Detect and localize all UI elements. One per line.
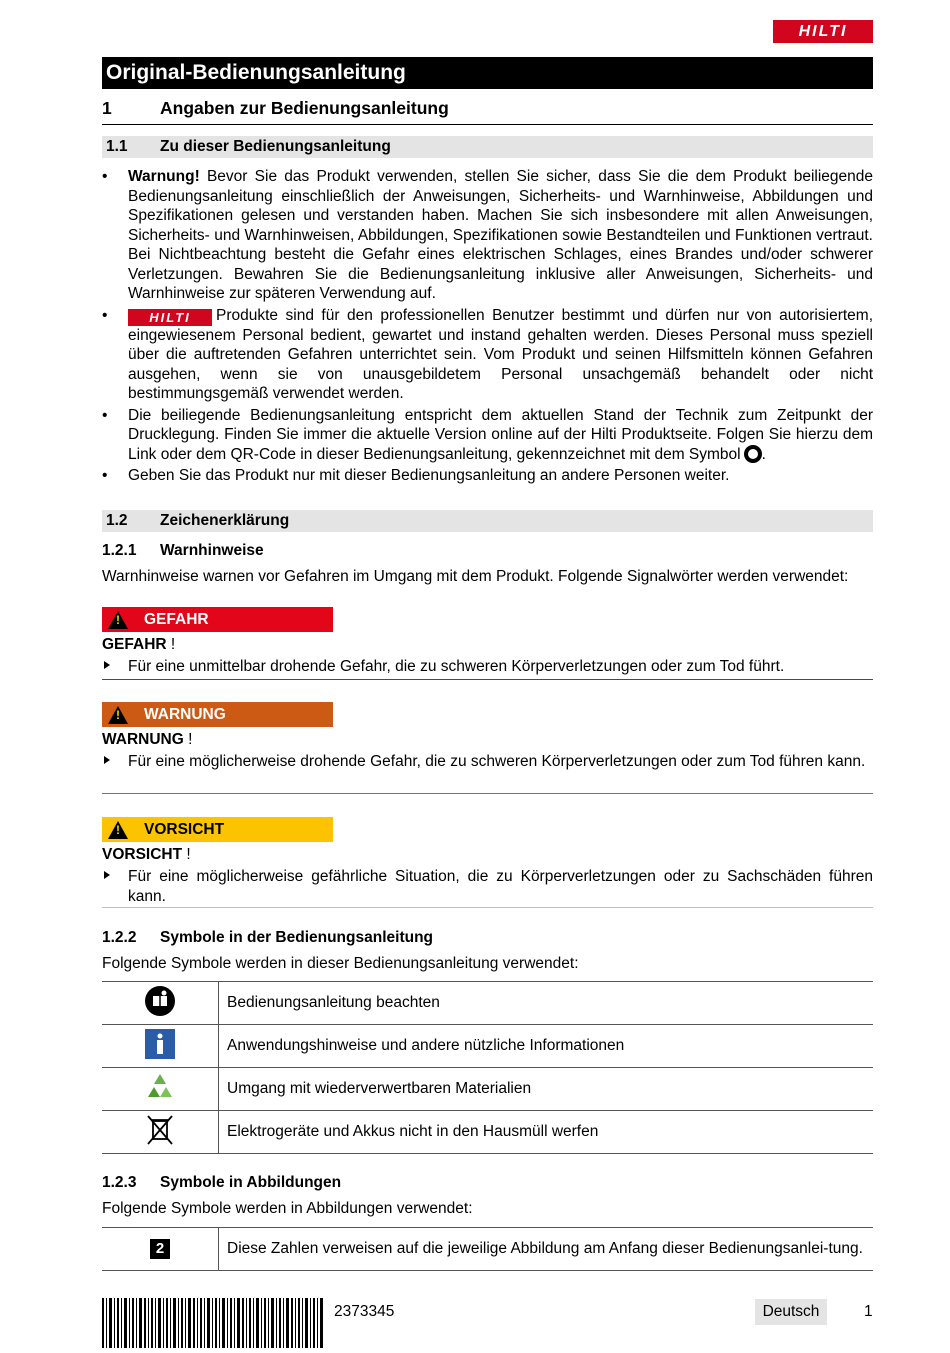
- symbols-intro: Folgende Symbole werden in dieser Bedienungsanleitung verwendet:: [102, 955, 579, 972]
- recycle-icon: [144, 1071, 176, 1103]
- page-number: 1: [864, 1303, 873, 1320]
- warning-triangle-icon: [108, 611, 128, 629]
- symbol-description: Anwendungshinweise und andere nützliche Informationen: [219, 1025, 874, 1068]
- divider: [102, 679, 873, 680]
- list-item: • Warnung! Bevor Sie das Produkt verwenden, stellen Sie sicher, dass Sie die dem Produkt beiliegende Bedienungsanleitung einschließlich der Anweisungen, Sicherheits- und Warnhinweise, Abbildungen und Spezifikationen gelesen und verstanden haben. Machen Sie sich insbesondere mit allen Anweisungen, Sicherheits- und Warnhinweisen, Abbildungen, Spezifikationen sowie Bestandteilen und Funktionen vertraut. Bei Nichtbeachtung besteht die Gefahr eines elektrischen Schlages, eines Brandes und/oder schwerer Verletzungen. Bewahren Sie die Bedienungsanleitung inklusive aller Anweisungen, Sicherheits- und Warnhinweise zur späteren Verwendung auf.: [102, 168, 873, 302]
- section-number: 1: [102, 98, 112, 118]
- hilti-inline-logo: HILTI: [128, 309, 212, 326]
- signal-description: Für eine möglicherweise drohende Gefahr, die zu schweren Körperverletzungen oder zum Tod führen kann.: [102, 752, 873, 772]
- warning-intro: Warnhinweise warnen vor Gefahren im Umgang mit dem Produkt. Folgende Signalwörter werden verwendet:: [102, 568, 849, 585]
- signal-word: VORSICHT !: [102, 846, 191, 863]
- signal-description: Für eine möglicherweise gefährliche Situation, die zu Körperverletzungen oder zu Sachschäden führen kann.: [102, 867, 873, 906]
- figure-number-icon: 2: [150, 1239, 170, 1259]
- symbol-description: Diese Zahlen verweisen auf die jeweilige Abbildung am Anfang dieser Bedienungsanlei-tung.: [219, 1228, 874, 1271]
- table-row: [102, 982, 873, 1025]
- table-row: [102, 1068, 873, 1111]
- intro-bullet-list: [102, 167, 873, 488]
- section-number: 1.2.3: [102, 1174, 137, 1191]
- warning-lead: Warnung!: [128, 168, 200, 185]
- symbol-description: Bedienungsanleitung beachten: [219, 982, 874, 1025]
- divider: [102, 907, 873, 908]
- bullet-text: Geben Sie das Produkt nur mit dieser Bedienungsanleitung an andere Personen weiter.: [128, 467, 730, 484]
- section-title: Symbole in der Bedienungsanleitung: [160, 929, 434, 946]
- figure-symbols-intro: Folgende Symbole werden in Abbildungen verwendet:: [102, 1200, 473, 1217]
- arrow-bullet-icon: [104, 661, 110, 669]
- table-row: [102, 1228, 873, 1271]
- section-heading-1: [102, 98, 873, 125]
- section-title: Symbole in Abbildungen: [160, 1174, 342, 1191]
- table-row: [102, 1025, 873, 1068]
- read-manual-icon: [144, 985, 176, 1017]
- signal-description: Für eine unmittelbar drohende Gefahr, die zu schweren Körperverletzungen oder zum Tod führt.: [102, 657, 873, 677]
- section-title: Angaben zur Bedienungsanleitung: [160, 98, 449, 118]
- warning-signal-box: [102, 702, 333, 727]
- bullet-text: Die beiliegende Bedienungsanleitung entspricht dem aktuellen Stand der Technik zum Zeitpunkt der Drucklegung. Finden Sie immer die aktuelle Version online auf der Hilti Produktseite. Folgen Sie hierzu dem Link oder dem QR-Code in dieser Bedienungsanleitung, gekennzeichnet mit dem Symbol: [128, 406, 873, 463]
- read-manual-icon: [744, 445, 762, 463]
- section-heading-1-1: [102, 136, 873, 158]
- section-title: Warnhinweise: [160, 542, 264, 559]
- section-number: 1.2: [106, 512, 128, 529]
- list-item: • Geben Sie das Produkt nur mit dieser Bedienungsanleitung an andere Personen weiter.: [102, 467, 730, 484]
- table-row: [102, 1111, 873, 1154]
- symbols-table: [102, 981, 873, 1154]
- info-icon: [144, 1028, 176, 1060]
- danger-signal-box: [102, 607, 333, 632]
- crossed-bin-icon: [144, 1113, 176, 1147]
- list-item: • HILTI Produkte sind für den professionellen Benutzer bestimmt und dürfen nur von autorisiertem, eingewiesenem Personal bedient, gewartet und instand gehalten werden. Dieses Personal muss speziell über die auftretenden Gefahren unterrichtet sein. Vom Produkt und seinen Hilfsmitteln können Gefahren ausgehen, wenn sie von unausgebildetem Personal unsachgemäß behandelt oder nicht bestimmungsgemäß verwendet werden.: [102, 306, 873, 402]
- symbol-description: Elektrogeräte und Akkus nicht in den Hausmüll werfen: [219, 1111, 874, 1154]
- section-heading-1-2: [102, 510, 873, 532]
- signal-label: VORSICHT: [144, 820, 225, 838]
- section-number: 1.2.2: [102, 929, 137, 946]
- barcode: [102, 1298, 325, 1348]
- section-number: 1.2.1: [102, 542, 137, 559]
- signal-word: GEFAHR !: [102, 636, 176, 653]
- list-item: • Die beiliegende Bedienungsanleitung entspricht dem aktuellen Stand der Technik zum Zeitpunkt der Drucklegung. Finden Sie immer die aktuelle Version online auf der Hilti Produktseite. Folgen Sie hierzu dem Link oder dem QR-Code in dieser Bedienungsanleitung, gekennzeichnet mit dem Symbol .: [102, 406, 873, 463]
- caution-signal-box: [102, 817, 333, 842]
- section-title: Zeichenerklärung: [160, 512, 290, 529]
- bullet-text: Bevor Sie das Produkt verwenden, stellen Sie sicher, dass Sie die dem Produkt beiliegende Bedienungsanleitung einschließlich der Anweisungen, Sicherheits- und Warnhinweise, Abbildungen und Spezifikationen gelesen und verstanden haben. Machen Sie sich insbesondere mit allen Anweisungen, Sicherheits- und Warnhinweisen, Abbildungen, Spezifikationen sowie Bestandteilen und Funktionen vertraut. Bei Nichtbeachtung besteht die Gefahr eines elektrischen Schlages, eines Brandes und/oder schwerer Verletzungen. Bewahren Sie die Bedienungsanleitung inklusive aller Anweisungen, Sicherheits- und Warnhinweise zur späteren Verwendung auf.: [128, 168, 873, 302]
- section-title: Zu dieser Bedienungsanleitung: [160, 138, 391, 155]
- warning-triangle-icon: [108, 706, 128, 724]
- section-number: 1.1: [106, 138, 128, 155]
- symbol-description: Umgang mit wiederverwertbaren Materialien: [219, 1068, 874, 1111]
- arrow-bullet-icon: [104, 756, 110, 764]
- signal-label: GEFAHR: [144, 610, 209, 628]
- signal-word: WARNUNG !: [102, 731, 193, 748]
- warning-triangle-icon: [108, 821, 128, 839]
- language-label: Deutsch: [755, 1299, 827, 1325]
- bullet-text: Produkte sind für den professionellen Benutzer bestimmt und dürfen nur von autorisiertem, eingewiesenem Personal bedient, gewartet und instand gehalten werden. Dieses Personal muss speziell über die auftretenden Gefahren unterrichtet sein. Vom Produkt und seinen Hilfsmitteln können Gefahren ausgehen, wenn sie von unausgebildetem Personal unsachgemäß behandelt oder nicht bestimmungsgemäß verwendet werden.: [128, 306, 873, 402]
- signal-label: WARNUNG: [144, 705, 226, 723]
- document-title: Original-Bedienungsanleitung: [102, 57, 873, 89]
- figure-symbols-table: [102, 1227, 873, 1271]
- document-number: 2373345: [334, 1303, 395, 1320]
- divider: [102, 793, 873, 794]
- arrow-bullet-icon: [104, 871, 110, 879]
- hilti-logo: HILTI: [773, 20, 873, 43]
